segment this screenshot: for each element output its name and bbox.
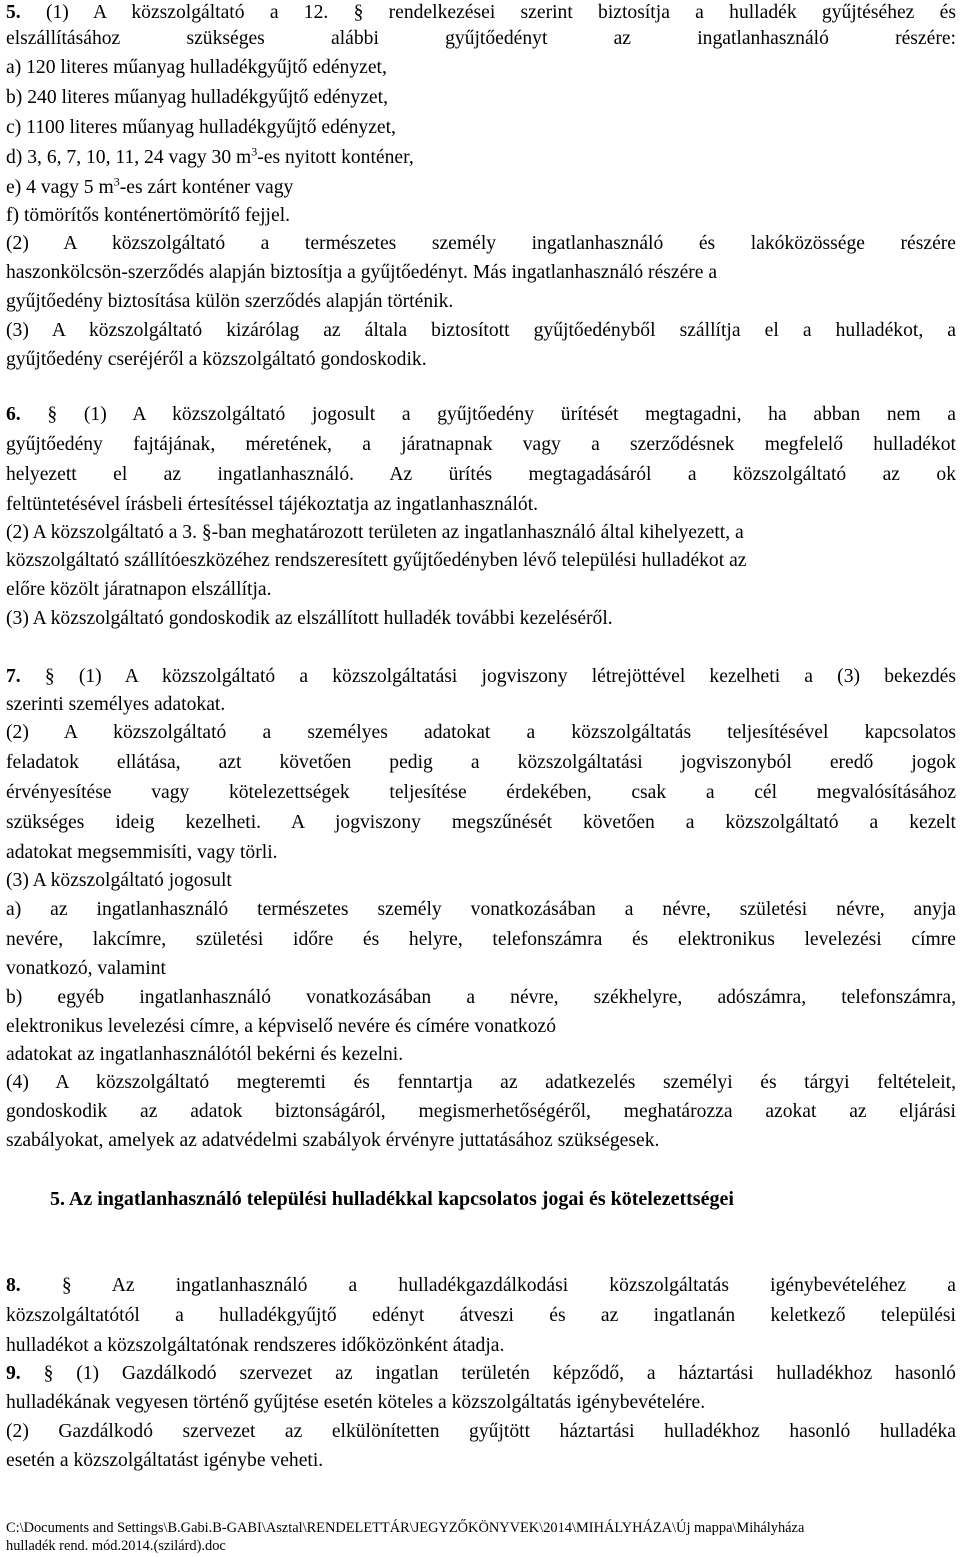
section-6-line-6: közszolgáltató szállítóeszközéhez rendszeresített gyűjtőedényben lévő települési hulladékot az (6, 550, 747, 571)
section-5-para-2-line-3: gyűjtőedény biztosítása külön szerződés alapján történik. (6, 291, 454, 312)
section-7-line-11: vonatkozó, valamint (6, 958, 166, 979)
section-7-line-6: szükséges ideig kezelheti. A jogviszony megszűnését követően a közszolgáltató a kezelt (6, 812, 956, 833)
section-7-line-8: (3) A közszolgáltató jogosult (6, 870, 232, 891)
footer-file-path: C:\Documents and Settings\B.Gabi.B-GABI\Asztal\RENDELETTÁR\JEGYZŐKÖNYVEK\2014\MIHÁLYHÁZA\Új mappa\Mihályháza (6, 1520, 805, 1536)
section-7-line-2: szerinti személyes adatokat. (6, 694, 226, 715)
chapter-heading: 5. Az ingatlanhasználó települési hulladékkal kapcsolatos jogai és kötelezettségei (50, 1188, 734, 1210)
section-7-line-7: adatokat megsemmisíti, vagy törli. (6, 842, 278, 863)
section-7-line-14: adatokat az ingatlanhasználótól bekérni és kezelni. (6, 1044, 404, 1065)
section-9-line-3: (2) Gazdálkodó szervezet az elkülönítetten gyűjtött háztartási hulladékhoz hasonló hulladéka (6, 1421, 956, 1442)
section-6-line-7: előre közölt járatnapon elszállítja. (6, 579, 272, 600)
section-7-line-10: nevére, lakcímre, születési időre és helyre, telefonszámra és elektronikus levelezési címre (6, 929, 956, 950)
section-6-line-4: feltüntetésével írásbeli értesítéssel tájékoztatja az ingatlanhasználót. (6, 494, 539, 515)
item-e: e) 4 vagy 5 $m^3-es$ zárt konténer vagy (6, 174, 294, 198)
section-8-line-3: hulladékot a közszolgáltatónak rendszeres időközönként átadja. (6, 1335, 505, 1356)
section-7-number: 7. (6, 666, 21, 687)
section-5-line-2: elszállításához szükséges alábbi gyűjtőedényt az ingatlanhasználó részére: (6, 28, 956, 49)
section-9-line-1: 9. § (1) Gazdálkodó szervezet az ingatlan területén képződő, a háztartási hulladékhoz hasonló (6, 1363, 956, 1384)
item-b: b) 240 literes műanyag hulladékgyűjtő edényzet, (6, 87, 388, 108)
section-9-number: 9. (6, 1363, 21, 1384)
section-7-line-16: gondoskodik az adatok biztonságáról, megismerhetőségéről, meghatározza azokat az eljárási (6, 1101, 956, 1122)
section-7-line-4: feladatok ellátása, azt követően pedig a közszolgáltatási jogviszonyból eredő jogok (6, 752, 956, 773)
section-5-para-2-line-2: haszonkölcsön-szerződés alapján biztosítja a gyűjtőedényt. Más ingatlanhasználó részére a (6, 262, 718, 283)
section-5-para-2-line-1: (2) A közszolgáltató a természetes személy ingatlanhasználó és lakóközössége részére (6, 233, 956, 254)
section-5-para-3-line-1: (3) A közszolgáltató kizárólag az általa biztosított gyűjtőedényből szállítja el a hulladékot, a (6, 320, 956, 341)
footer-file-name: hulladék rend. mód.2014.(szilárd).doc (6, 1538, 226, 1554)
section-6-number: 6. (6, 404, 21, 425)
section-7-line-3: (2) A közszolgáltató a személyes adatokat a közszolgáltatás teljesítésével kapcsolatos (6, 722, 956, 743)
section-9-line-4: esetén a közszolgáltatást igénybe veheti. (6, 1450, 324, 1471)
item-a: a) 120 literes műanyag hulladékgyűjtő edényzet, (6, 57, 387, 78)
section-6-line-3: helyezett el az ingatlanhasználó. Az ürítés megtagadásáról a közszolgáltató az ok (6, 464, 956, 485)
section-8-number: 8. (6, 1275, 21, 1296)
section-8-line-2: közszolgáltatótól a hulladékgyűjtő edényt átveszi és az ingatlanán keletkező települési (6, 1305, 956, 1326)
section-6-line-1: 6. § (1) A közszolgáltató jogosult a gyűjtőedény ürítését megtagadni, ha abban nem a (6, 404, 956, 425)
item-c: c) 1100 literes műanyag hulladékgyűjtő edényzet, (6, 117, 396, 138)
section-6-line-8: (3) A közszolgáltató gondoskodik az elszállított hulladék további kezeléséről. (6, 608, 613, 629)
item-f: f) tömörítős konténertömörítő fejjel. (6, 205, 291, 226)
item-d: d) 3, 6, 7, 10, 11, 24 vagy 30 $m^3-es$ nyitott konténer, (6, 144, 414, 168)
section-7-line-1: 7. § (1) A közszolgáltató a közszolgáltatási jogviszony létrejöttével kezelheti a (3) bekezdés (6, 666, 956, 687)
section-7-line-9: a) az ingatlanhasználó természetes személy vonatkozásában a névre, születési névre, anyja (6, 899, 956, 920)
section-7-line-17: szabályokat, amelyek az adatvédelmi szabályok érvényre juttatásához szükségesek. (6, 1130, 660, 1151)
section-6-line-2: gyűjtőedény fajtájának, méretének, a járatnapnak vagy a szerződésnek megfelelő hulladékot (6, 434, 956, 455)
section-9-line-2: hulladékának vegyesen történő gyűjtése esetén köteles a közszolgáltatás igénybevételére. (6, 1392, 706, 1413)
section-8-line-1: 8. § Az ingatlanhasználó a hulladékgazdálkodási közszolgáltatás igénybevételéhez a (6, 1275, 956, 1296)
section-5-para-3-line-2: gyűjtőedény cseréjéről a közszolgáltató gondoskodik. (6, 349, 427, 370)
section-7-line-15: (4) A közszolgáltató megteremti és fenntartja az adatkezelés személyi és tárgyi feltételeit, (6, 1072, 956, 1093)
section-7-line-5: érvényesítése vagy kötelezettségek teljesítése érdekében, csak a cél megvalósításához (6, 782, 956, 803)
section-7-line-12: b) egyéb ingatlanhasználó vonatkozásában a névre, székhelyre, adószámra, telefonszámra, (6, 987, 956, 1008)
section-5-line-1: 5. (1) A közszolgáltató a 12. § rendelkezései szerint biztosítja a hulladék gyűjtéséhez és (6, 2, 956, 23)
section-7-line-13: elektronikus levelezési címre, a képviselő nevére és címére vonatkozó (6, 1016, 557, 1037)
section-5-number: 5. (6, 2, 21, 23)
section-6-line-5: (2) A közszolgáltató a 3. §-ban meghatározott területen az ingatlanhasználó által kihelyezett, a (6, 522, 744, 543)
